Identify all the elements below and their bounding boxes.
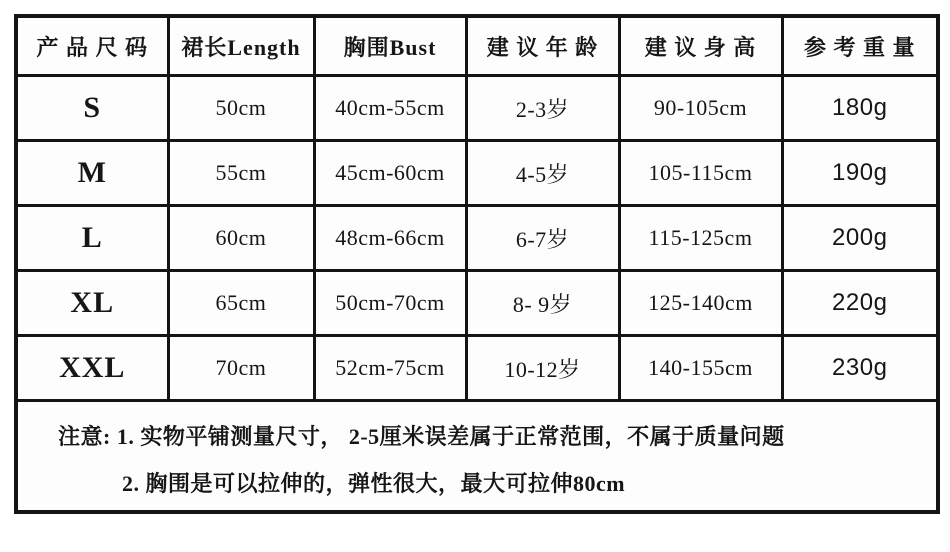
age-value: 8- 9岁: [466, 271, 619, 336]
height-value: 140-155cm: [619, 336, 782, 401]
header-row: [16, 16, 938, 76]
length-value: 65cm: [168, 271, 314, 336]
age-value: 10-12岁: [466, 336, 619, 401]
weight-value: 220g: [782, 271, 938, 336]
size-chart: [14, 14, 940, 514]
header-bust: 胸围Bust: [314, 16, 466, 76]
size-label: M: [16, 141, 168, 206]
bust-value: 48cm-66cm: [314, 206, 466, 271]
table-row-m: [16, 141, 938, 206]
table-row-xl: [16, 271, 938, 336]
note-line-2: 2. 胸围是可以拉伸的，弹性很大，最大可拉伸80cm: [122, 471, 626, 496]
weight-value: 190g: [782, 141, 938, 206]
size-label: L: [16, 206, 168, 271]
header-reference-weight: 参 考 重 量: [782, 16, 938, 76]
table-row-s: [16, 76, 938, 141]
bust-value: 50cm-70cm: [314, 271, 466, 336]
header-skirt-length: 裙长Length: [168, 16, 314, 76]
age-value: 4-5岁: [466, 141, 619, 206]
length-value: 60cm: [168, 206, 314, 271]
bust-value: 45cm-60cm: [314, 141, 466, 206]
bust-value: 52cm-75cm: [314, 336, 466, 401]
length-value: 55cm: [168, 141, 314, 206]
length-value: 50cm: [168, 76, 314, 141]
size-label: S: [16, 76, 168, 141]
size-label: XL: [16, 271, 168, 336]
notes: [16, 401, 938, 513]
age-value: 2-3岁: [466, 76, 619, 141]
weight-value: 180g: [782, 76, 938, 141]
note-line-1: 注意: 1. 实物平铺测量尺寸， 2-5厘米误差属于正常范围，不属于质量问题: [58, 424, 785, 449]
length-value: 70cm: [168, 336, 314, 401]
size-label: XXL: [16, 336, 168, 401]
header-suggested-age: 建 议 年 龄: [466, 16, 619, 76]
height-value: 115-125cm: [619, 206, 782, 271]
age-value: 6-7岁: [466, 206, 619, 271]
table-row-l: [16, 206, 938, 271]
height-value: 105-115cm: [619, 141, 782, 206]
height-value: 90-105cm: [619, 76, 782, 141]
size-chart-table: [14, 14, 940, 514]
weight-value: 230g: [782, 336, 938, 401]
note-row: [16, 401, 938, 513]
weight-value: 200g: [782, 206, 938, 271]
header-product-size: 产 品 尺 码: [16, 16, 168, 76]
header-suggested-height: 建 议 身 高: [619, 16, 782, 76]
height-value: 125-140cm: [619, 271, 782, 336]
table-row-xxl: [16, 336, 938, 401]
bust-value: 40cm-55cm: [314, 76, 466, 141]
